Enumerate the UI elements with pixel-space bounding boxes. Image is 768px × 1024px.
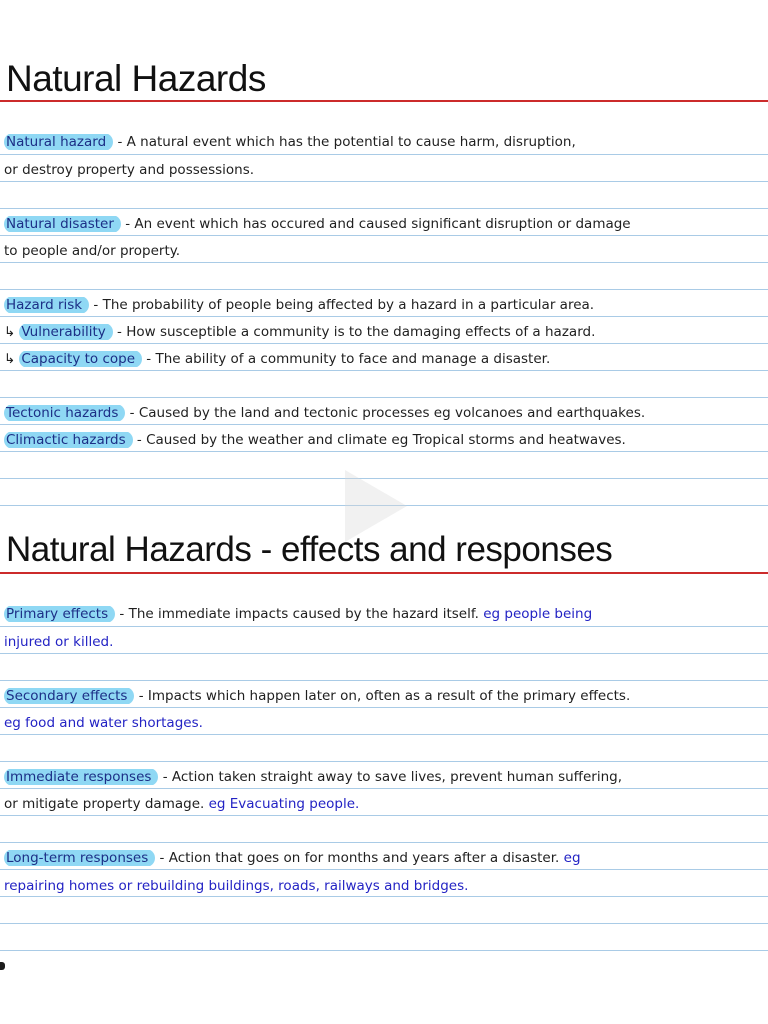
example-text: eg people being (478, 606, 593, 622)
sub-arrow-icon: ↳ (4, 351, 16, 367)
definition-text: Caused by the land and tectonic processes eg volcanoes and earthquakes. (138, 405, 646, 421)
page-title: Natural Hazards (6, 58, 266, 99)
ruled-line (0, 869, 768, 870)
definition-continuation (4, 715, 766, 731)
ruled-line (0, 734, 768, 735)
term-highlight: Primary effects (4, 606, 115, 622)
ruled-line (0, 923, 768, 924)
ruled-line (0, 626, 768, 627)
example-text: repairing homes or rebuilding buildings, roads, railways and bridges. (4, 878, 469, 894)
term-highlight: Tectonic hazards (4, 405, 125, 421)
ruled-line (0, 815, 768, 816)
definition-text: An event which has occured and caused significant disruption or damage (134, 216, 631, 232)
heading-underline-2 (0, 572, 768, 574)
definition-continuation (4, 878, 766, 894)
ruled-line (0, 289, 768, 290)
term-highlight: Natural disaster (4, 216, 121, 232)
section-title: Natural Hazards - effects and responses (6, 530, 613, 569)
definition-tectonic-hazards: Tectonic hazards - Caused by the land and tectonic processes eg volcanoes and earthquakes. (6, 405, 646, 421)
ruled-line (0, 680, 768, 681)
ruled-line (0, 235, 768, 236)
ruled-line (0, 397, 768, 398)
ruled-line (0, 896, 768, 897)
ruled-line (0, 761, 768, 762)
ruled-line (0, 316, 768, 317)
ruled-line (0, 154, 768, 155)
definition-immediate-responses: Immediate responses - Action taken straight away to save lives, prevent human suffering, (6, 769, 623, 785)
sub-arrow-icon: ↳ (4, 324, 16, 340)
definition-secondary-effects: Secondary effects - Impacts which happen later on, often as a result of the primary effects. (6, 688, 631, 704)
definition-text: How susceptible a community is to the damaging effects of a hazard. (126, 324, 596, 340)
term-highlight: Secondary effects (4, 688, 134, 704)
definition-natural-disaster: Natural disaster - An event which has occured and caused significant disruption or damage (6, 216, 631, 232)
ruled-line (0, 181, 768, 182)
example-text: injured or killed. (4, 634, 114, 650)
definition-text: The probability of people being affected by a hazard in a particular area. (102, 297, 595, 313)
ruled-line (0, 208, 768, 209)
definition-text: Caused by the weather and climate eg Tropical storms and heatwaves. (146, 432, 626, 448)
ruled-line (0, 707, 768, 708)
term-highlight: Climactic hazards (4, 432, 133, 448)
definition-text: A natural event which has the potential to cause harm, disruption, (126, 134, 576, 150)
definition-continuation (4, 634, 766, 650)
term-highlight: Natural hazard (4, 134, 113, 150)
term-highlight: Long-term responses (4, 850, 155, 866)
example-text: eg food and water shortages. (4, 715, 203, 731)
edge-mark (0, 962, 5, 970)
example-text: eg Evacuating people. (204, 796, 360, 812)
definition-text: Action that goes on for months and years after a disaster. (168, 850, 560, 866)
definition-long-term-responses: Long-term responses - Action that goes on for months and years after a disaster. eg (6, 850, 581, 866)
definition-climactic-hazards: Climactic hazards - Caused by the weather and climate eg Tropical storms and heatwaves. (6, 432, 626, 448)
ruled-line (0, 950, 768, 951)
definition-hazard-risk: Hazard risk - The probability of people being affected by a hazard in a particular area. (6, 297, 595, 313)
definition-primary-effects: Primary effects - The immediate impacts caused by the hazard itself. eg people being (6, 606, 593, 622)
definition-text: The immediate impacts caused by the hazard itself. (128, 606, 479, 622)
ruled-line (0, 262, 768, 263)
definition-text: The ability of a community to face and manage a disaster. (155, 351, 551, 367)
ruled-line (0, 451, 768, 452)
ruled-line (0, 653, 768, 654)
ruled-line (0, 842, 768, 843)
ruled-line (0, 370, 768, 371)
definition-text: Impacts which happen later on, often as a result of the primary effects. (147, 688, 631, 704)
term-highlight: Capacity to cope (19, 351, 142, 367)
definition-capacity-to-cope: ↳ Capacity to cope - The ability of a community to face and manage a disaster. (4, 351, 551, 367)
term-highlight: Hazard risk (4, 297, 89, 313)
definition-text: Action taken straight away to save lives, prevent human suffering, (171, 769, 623, 785)
term-highlight: Immediate responses (4, 769, 158, 785)
definition-continuation: or destroy property and possessions. (4, 162, 255, 178)
ruled-line (0, 788, 768, 789)
ruled-line (0, 343, 768, 344)
heading-underline-1 (0, 100, 768, 102)
term-highlight: Vulnerability (19, 324, 112, 340)
definition-vulnerability: ↳ Vulnerability - How susceptible a community is to the damaging effects of a hazard. (4, 324, 596, 340)
definition-continuation: to people and/or property. (4, 243, 181, 259)
definition-continuation: or mitigate property damage. eg Evacuating people. (4, 796, 360, 812)
ruled-line (0, 424, 768, 425)
definition-natural-hazard: Natural hazard - A natural event which has the potential to cause harm, disruption, (6, 134, 576, 150)
example-text: eg (559, 850, 581, 866)
